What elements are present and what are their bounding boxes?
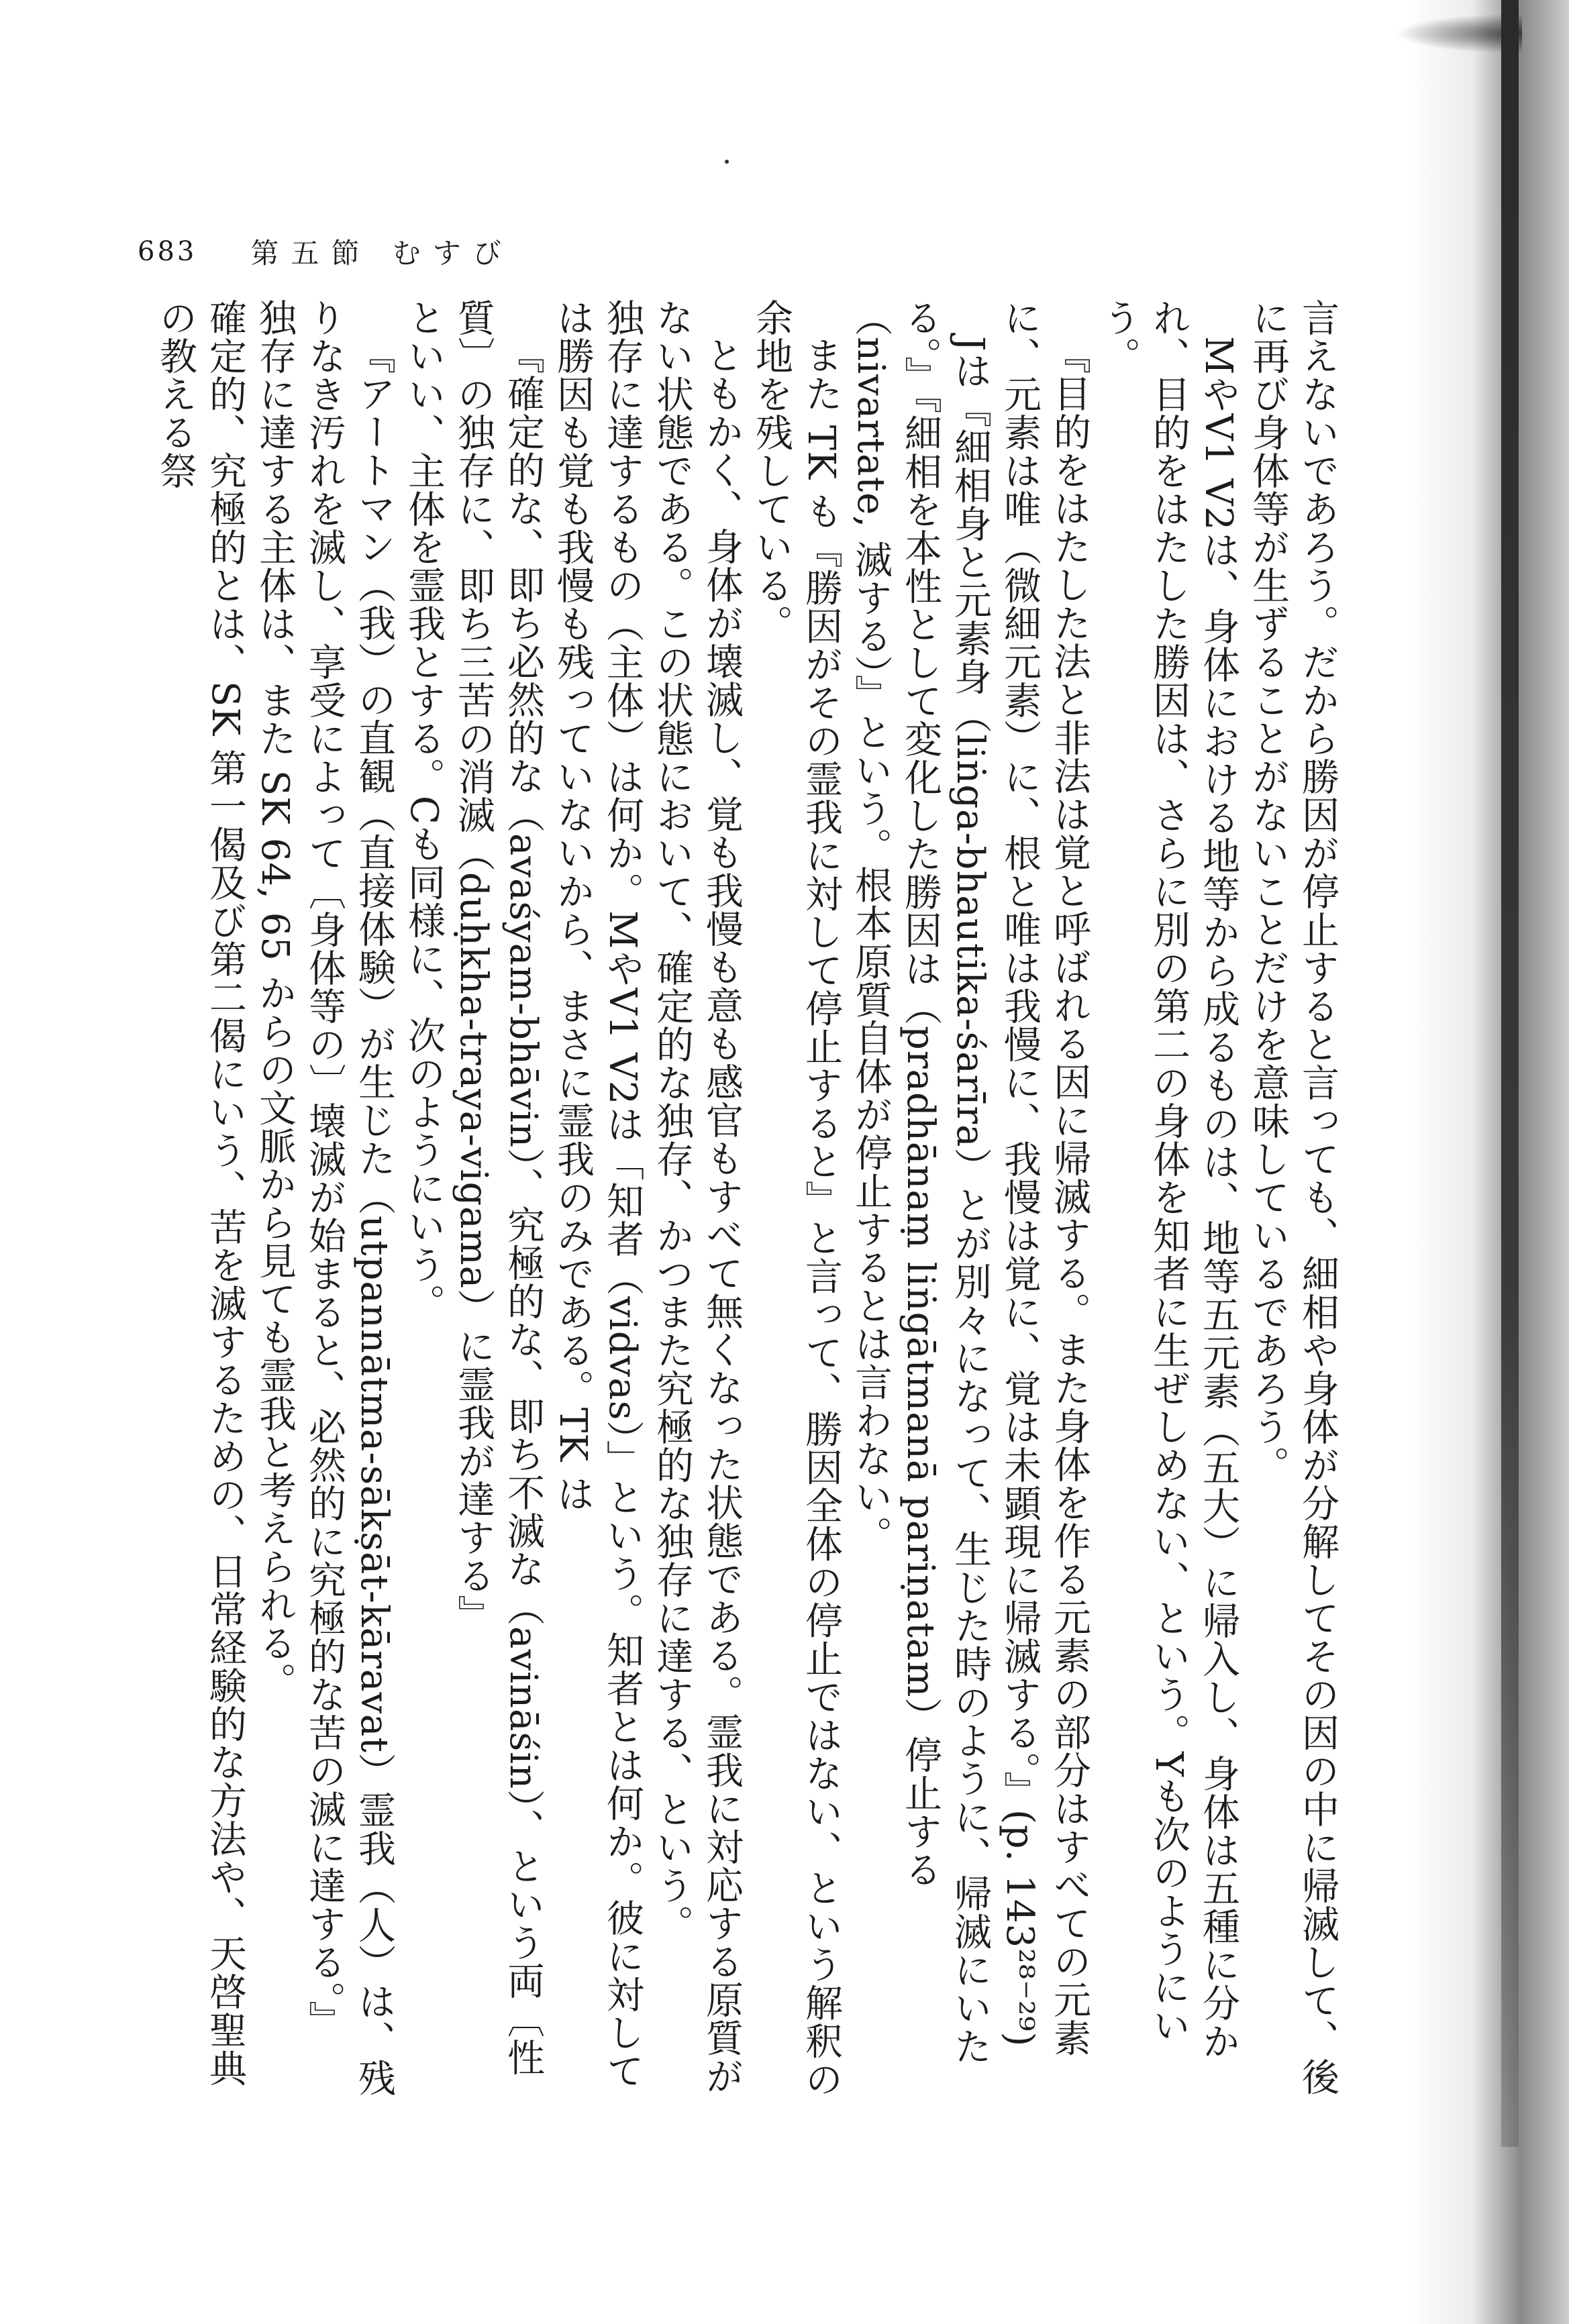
vertical-text-body (107, 299, 1342, 2110)
paragraph-tk: また TK も『勝因がその霊我に対して停止すると』と言って、勝因全体の停止ではない、という解釈の余地を残している。 (750, 299, 843, 2099)
page-number: 683 (138, 236, 197, 267)
section-title: 第五節 むすび (250, 237, 513, 270)
speck-dot (725, 160, 729, 164)
binding-gutter-line (1501, 0, 1519, 2147)
running-header (138, 231, 513, 272)
paragraph-c-intro: といい、主体を霊我とする。Cも同様に、次のようにいう。 (402, 299, 446, 1322)
paragraph-2: MやV1 V2は、身体における地等から成るものは、地等五元素（五大）に帰入し、身体は五種に分かれ、目的をはたした勝因は、さらに別の第二の身体を知者に生ぜしめない、という。Yも次のようにいう。 (1097, 299, 1240, 2061)
paragraph-j: Jは『細相身と元素身（liṅga-bhautika-śarīra）とが別々になって、生じた時のように、帰滅にいたる。』『細相を本性として変化した勝因は（pradhānaṃ liṅgātmanā pariṇatam）停止する（nivartate, 滅する）』という。根本原質自体が停止するとは言わない。 (849, 299, 992, 2066)
paragraph-definition: 確定的、究極的とは、SK 第一偈及び第二偈にいう、苦を滅するための、日常経験的な方法や、天啓聖典の教える祭 (154, 299, 247, 2087)
paragraph-sk: 独存に達する主体は、また SK 64, 65 からの文脈から見ても霊我と考えられる。 (253, 299, 297, 1701)
paragraph-1: 言えないであろう。だから勝因が停止すると言っても、細相や身体が分解してその因の中に帰滅して、後に再び身体等が生ずることがないことだけを意味しているであろう。 (1246, 299, 1339, 2096)
binding-gutter-shadow (1408, 0, 1569, 2324)
quote-y: 『目的をはたした法と非法は覚と呼ばれる因に帰滅する。また身体を作る元素の部分はすべての元素に、元素は唯（微細元素）に、根と唯は我慢に、我慢は覚に、覚は未顕現に帰滅する。』(p. 143²⁸⁻²⁹) (998, 299, 1091, 2057)
paragraph-subject: 独存に達するもの（主体）は何か。MやV1 V2は「知者（vidvas）」という。知者とは何か。彼に対しては勝因も覚も我慢も残っていないから、まさに霊我のみである。TK は (551, 299, 644, 2091)
quote-c: 『アートマン（我）の直観（直接体験）が生じた（utpannātma-sākṣāt-kāravat）霊我（人）は、残りなき汚れを滅し、享受によって〔身体等の〕壊滅が始まると、必然的に究極的な苦の滅に達する。』 (303, 299, 396, 2097)
paragraph-summary: ともかく、身体が壊滅し、覚も我慢も意も感官もすべて無くなった状態である。霊我に対応する原質がない状態である。この状態において、確定的な独存、かつまた究極的な独存に達する、という。 (650, 299, 744, 2095)
quote-tk: 『確定的な、即ち必然的な（avaśyam-bhāvin）、究極的な、即ち不滅な（avināśin）、という両〔性質〕の独存に、即ち三苦の消滅（duḥkha-traya-vigama）に霊我が達する』 (452, 299, 545, 2077)
